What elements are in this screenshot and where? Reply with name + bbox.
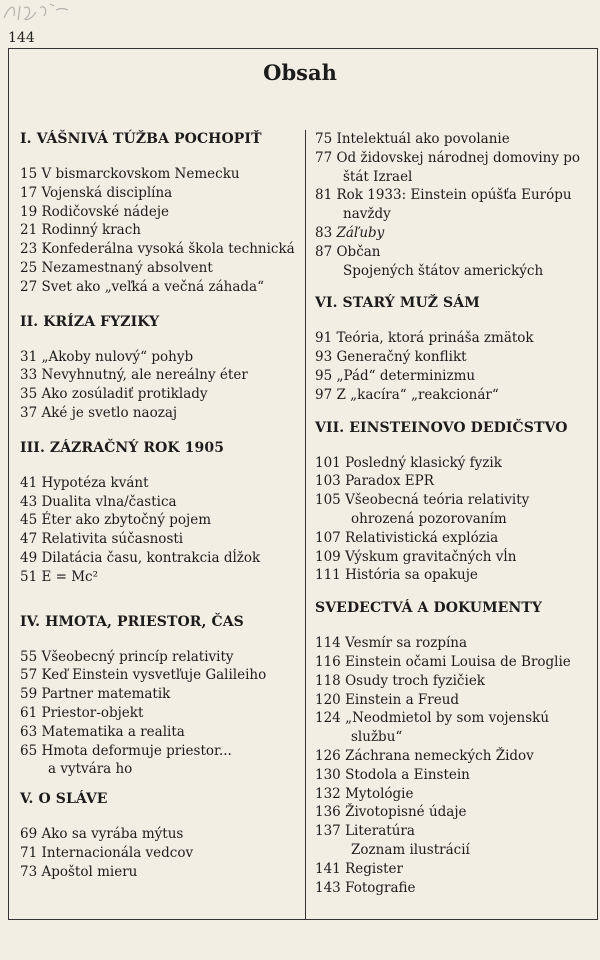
entry-title: Záľuby <box>336 224 385 241</box>
entry-page: 93 <box>315 349 333 366</box>
entry-title: V bismarckovskom Nemecku <box>41 166 240 182</box>
entry-title: Ako sa vyrába mýtus <box>41 826 184 843</box>
toc-entry[interactable] <box>315 224 595 243</box>
entry-page: 33 <box>20 367 38 384</box>
toc-entry[interactable] <box>315 386 595 405</box>
toc-entry[interactable] <box>315 691 595 710</box>
toc-entry[interactable] <box>315 149 595 187</box>
toc-entry[interactable] <box>20 863 302 882</box>
section-entries <box>20 825 302 881</box>
entry-title: Generačný konflikt <box>336 349 467 366</box>
toc-entry[interactable] <box>315 329 595 348</box>
toc-entry[interactable] <box>20 203 302 222</box>
entry-title: Od židovskej národnej domoviny po <box>336 149 581 166</box>
entry-title: Občan <box>336 243 381 260</box>
toc-entry[interactable] <box>20 278 302 297</box>
toc-section <box>315 294 595 404</box>
entry-page: 97 <box>315 386 333 403</box>
section-heading: VII. EINSTEINOVO DEDIČSTVO <box>315 419 568 436</box>
toc-entry[interactable] <box>315 491 595 529</box>
toc-section <box>20 790 302 881</box>
section-heading: III. ZÁZRAČNÝ ROK 1905 <box>20 439 225 456</box>
toc-entry[interactable] <box>20 666 302 685</box>
entry-title: Literatúra <box>345 823 415 840</box>
entry-title-continuation: ohrozená pozorovaním <box>351 510 507 527</box>
entry-title: „Pád“ determinizmu <box>336 367 476 384</box>
toc-entry[interactable] <box>20 648 302 667</box>
entry-title: Dualita vlna/častica <box>41 493 177 510</box>
section-entries <box>315 329 595 404</box>
toc-entry[interactable] <box>20 240 302 259</box>
entry-page: 130 <box>315 766 341 783</box>
entry-title: Hmota deformuje priestor... <box>41 742 232 759</box>
entry-page: 45 <box>20 512 38 529</box>
toc-entry[interactable] <box>315 879 595 898</box>
entry-page: 87 <box>315 243 333 260</box>
toc-section <box>315 419 595 586</box>
section-entries <box>20 165 302 297</box>
entry-page: 137 <box>315 823 341 840</box>
entry-page: 103 <box>315 473 341 490</box>
entry-title: Stodola a Einstein <box>345 766 470 783</box>
entry-title-continuation: Zoznam ilustrácií <box>351 841 470 858</box>
section-entries <box>20 474 302 587</box>
entry-title: Záchrana nemeckých Židov <box>345 747 534 764</box>
toc-entry[interactable] <box>20 723 302 742</box>
toc-section <box>20 439 302 587</box>
entry-title: Internacionála vedcov <box>41 844 194 861</box>
toc-entry[interactable] <box>315 548 595 567</box>
entry-page: 91 <box>315 330 333 347</box>
entry-title: Fotografie <box>345 879 416 896</box>
entry-title: Paradox EPR <box>345 473 434 490</box>
toc-section <box>20 130 302 297</box>
toc-entry[interactable] <box>20 844 302 863</box>
toc-left-column <box>20 130 302 882</box>
toc-entry[interactable] <box>20 549 302 568</box>
entry-title: Keď Einstein vysvetľuje Galileiho <box>41 667 267 684</box>
entry-title: Svet ako „veľká a večná záhada“ <box>41 278 264 295</box>
toc-entry[interactable] <box>20 825 302 844</box>
entry-page: 35 <box>20 386 38 403</box>
entry-page: 109 <box>315 548 341 565</box>
toc-entry[interactable] <box>20 348 302 367</box>
entry-page: 73 <box>20 863 38 880</box>
entry-page: 61 <box>20 704 38 721</box>
entry-title: Dilatácia času, kontrakcia dĺžok <box>41 549 261 566</box>
section-entries <box>315 634 595 897</box>
entry-title: Vojenská disciplína <box>41 184 173 201</box>
toc-entry[interactable] <box>20 165 302 184</box>
toc-entry[interactable] <box>315 472 595 491</box>
entry-title: Apoštol mieru <box>41 863 138 880</box>
section-heading: V. O SLÁVE <box>20 791 108 808</box>
entry-title: Aké je svetlo naozaj <box>41 404 178 421</box>
toc-entry[interactable] <box>315 766 595 785</box>
column-divider <box>305 130 306 920</box>
entry-page: 47 <box>20 531 38 548</box>
entry-page: 63 <box>20 723 38 740</box>
toc-right-column <box>315 130 595 897</box>
toc-entry[interactable] <box>20 530 302 549</box>
entry-title-continuation: navždy <box>343 206 391 223</box>
entry-page: 101 <box>315 454 341 471</box>
toc-section <box>20 313 302 423</box>
toc-entry[interactable] <box>315 243 595 281</box>
entry-page: 49 <box>20 549 38 566</box>
entry-page: 116 <box>315 653 341 670</box>
toc-entry[interactable] <box>20 685 302 704</box>
toc-entry[interactable] <box>20 404 302 423</box>
toc-entry[interactable] <box>20 511 302 530</box>
entry-page: 120 <box>315 691 341 708</box>
entry-title: Teória, ktorá prináša zmätok <box>336 330 534 347</box>
toc-entry[interactable] <box>315 454 595 473</box>
section-entries <box>20 648 302 780</box>
entry-page: 83 <box>315 224 333 241</box>
entry-title-continuation: Spojených štátov amerických <box>343 262 544 279</box>
entry-page: 81 <box>315 187 333 204</box>
toc-section <box>20 613 302 780</box>
entry-title: Hypotéza kvánt <box>41 474 149 491</box>
toc-entry[interactable] <box>20 366 302 385</box>
entry-page: 141 <box>315 860 341 877</box>
entry-title-continuation: službu“ <box>351 729 403 746</box>
entry-page: 51 <box>20 568 38 585</box>
toc-entry[interactable] <box>315 566 595 585</box>
toc-entry[interactable] <box>20 259 302 278</box>
toc-entry[interactable] <box>315 803 595 822</box>
page-title: Obsah <box>263 60 337 85</box>
entry-title: Osudy troch fyzičiek <box>345 672 485 689</box>
entry-title: História sa opakuje <box>345 567 478 584</box>
entry-title: Rok 1933: Einstein opúšťa Európu <box>336 187 572 204</box>
toc-entry[interactable] <box>315 785 595 804</box>
entry-title: Ako zosúladiť protiklady <box>41 386 208 403</box>
entry-page: 19 <box>20 203 38 220</box>
entry-page: 37 <box>20 404 38 421</box>
entry-page: 21 <box>20 222 38 239</box>
entry-title-continuation: štát Izrael <box>343 168 413 185</box>
toc-entry[interactable] <box>315 367 595 386</box>
section-heading: I. VÁŠNIVÁ TÚŽBA POCHOPIŤ <box>20 131 262 147</box>
section-entries <box>20 348 302 423</box>
entry-page: 105 <box>315 492 341 509</box>
entry-title: Konfederálna vysoká škola technická <box>41 241 295 258</box>
pencil-scribble-icon <box>0 0 70 24</box>
entry-title: E = Mc² <box>41 568 99 585</box>
section-entries-continued <box>315 130 595 280</box>
entry-page: 27 <box>20 278 38 295</box>
entry-title: „Akoby nulový“ pohyb <box>41 348 194 365</box>
entry-title: Intelektuál ako povolanie <box>336 131 510 147</box>
entry-title: Partner matematik <box>41 686 171 703</box>
entry-page: 31 <box>20 348 38 365</box>
entry-title: Nevyhnutný, ale nereálny éter <box>41 367 248 384</box>
entry-page: 15 <box>20 166 38 182</box>
entry-title: Relativita súčasnosti <box>41 531 184 548</box>
toc-entry[interactable] <box>315 186 595 224</box>
entry-title: Z „kacíra“ „reakcionár“ <box>336 386 499 403</box>
section-heading: II. KRÍZA FYZIKY <box>20 313 160 330</box>
entry-title-continuation: a vytvára ho <box>48 761 133 778</box>
toc-entry[interactable] <box>315 822 595 860</box>
entry-page: 95 <box>315 367 333 384</box>
toc-entry[interactable] <box>20 742 302 780</box>
entry-page: 41 <box>20 474 38 491</box>
entry-page: 43 <box>20 493 38 510</box>
entry-title: Einstein a Freud <box>345 691 460 708</box>
entry-page: 59 <box>20 686 38 703</box>
toc-entry[interactable] <box>20 493 302 512</box>
page-number: 144 <box>8 30 35 46</box>
toc-entry[interactable] <box>315 860 595 879</box>
toc-entry[interactable] <box>315 634 595 653</box>
entry-title: Životopisné údaje <box>345 804 467 821</box>
entry-title: Výskum gravitačných vĺn <box>345 548 517 565</box>
entry-page: 136 <box>315 804 341 821</box>
toc-entry[interactable] <box>315 747 595 766</box>
toc-entry[interactable] <box>20 221 302 240</box>
entry-page: 65 <box>20 742 38 759</box>
toc-entry[interactable] <box>315 348 595 367</box>
toc-entry[interactable] <box>315 653 595 672</box>
entry-page: 126 <box>315 747 341 764</box>
section-entries <box>315 454 595 586</box>
entry-page: 124 <box>315 710 341 727</box>
entry-title: Mytológie <box>345 785 414 802</box>
section-heading: VI. STARÝ MUŽ SÁM <box>315 295 480 312</box>
entry-page: 25 <box>20 259 38 276</box>
entry-page: 143 <box>315 879 341 896</box>
toc-entry[interactable] <box>20 474 302 493</box>
entry-title: Nezamestnaný absolvent <box>41 259 213 276</box>
toc-section <box>315 599 595 897</box>
toc-entry[interactable] <box>20 704 302 723</box>
toc-entry[interactable] <box>20 385 302 404</box>
toc-entry[interactable] <box>20 568 302 587</box>
toc-entry[interactable] <box>315 709 595 747</box>
entry-title: Rodinný krach <box>41 222 141 239</box>
entry-page: 132 <box>315 785 341 802</box>
entry-page: 118 <box>315 672 341 689</box>
entry-title: Všeobecný princíp relativity <box>41 648 234 665</box>
section-heading: SVEDECTVÁ A DOKUMENTY <box>315 600 542 617</box>
entry-title: Všeobecná teória relativity <box>345 492 530 509</box>
entry-title: Priestor-objekt <box>41 704 144 721</box>
entry-title: Rodičovské nádeje <box>41 203 169 220</box>
entry-title: Relativistická explózia <box>345 529 499 546</box>
entry-page: 69 <box>20 826 38 843</box>
entry-page: 57 <box>20 667 38 684</box>
entry-title: Vesmír sa rozpína <box>345 635 468 652</box>
entry-title: Matematika a realita <box>41 723 185 740</box>
entry-page: 114 <box>315 635 341 652</box>
toc-entry[interactable] <box>315 672 595 691</box>
entry-page: 111 <box>315 567 341 584</box>
section-heading: IV. HMOTA, PRIESTOR, ČAS <box>20 613 244 630</box>
toc-entry[interactable] <box>315 529 595 548</box>
entry-page: 77 <box>315 149 333 166</box>
entry-page: 17 <box>20 184 38 201</box>
entry-page: 23 <box>20 241 38 258</box>
entry-page: 75 <box>315 131 333 147</box>
toc-entry[interactable] <box>315 130 595 149</box>
entry-title: Posledný klasický fyzik <box>345 454 502 471</box>
toc-entry[interactable] <box>20 184 302 203</box>
entry-page: 107 <box>315 529 341 546</box>
entry-title: Register <box>345 860 403 877</box>
entry-title: Einstein očami Louisa de Broglie <box>345 653 571 670</box>
entry-page: 55 <box>20 648 38 665</box>
entry-title: Éter ako zbytočný pojem <box>41 512 211 529</box>
entry-page: 71 <box>20 844 38 861</box>
entry-title: „Neodmietol by som vojenskú <box>345 710 550 727</box>
